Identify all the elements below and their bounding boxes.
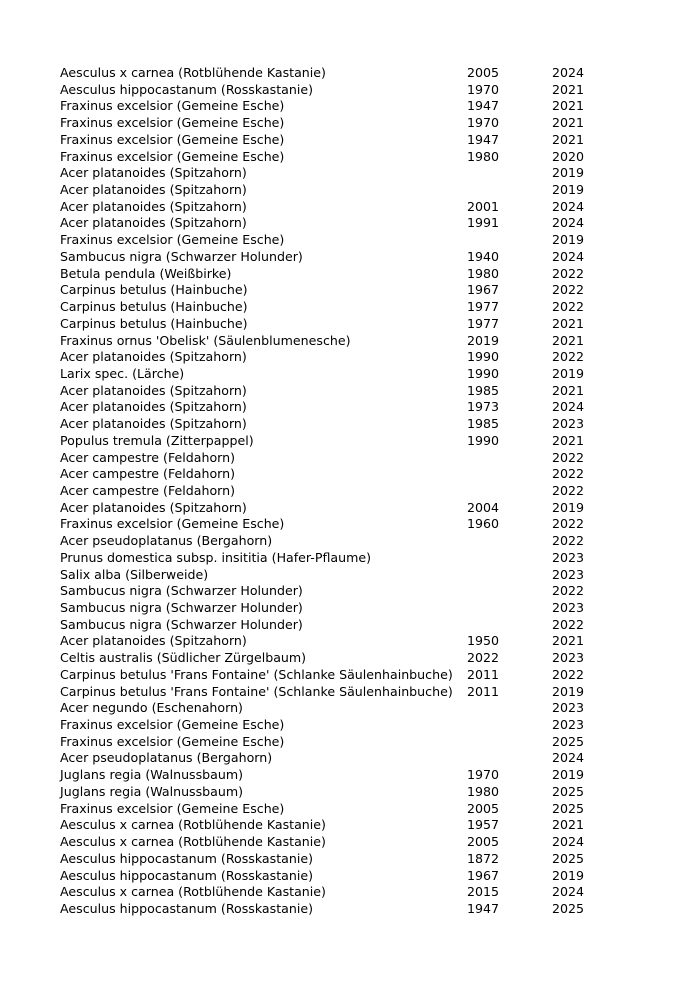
year-cell: 2023 xyxy=(552,717,585,733)
table-row xyxy=(60,349,620,366)
tree-species-cell: Fraxinus excelsior (Gemeine Esche) xyxy=(60,98,285,114)
tree-species-cell: Fraxinus ornus 'Obelisk' (Säulenblumenesche) xyxy=(60,332,351,348)
year-cell: 2025 xyxy=(552,900,585,916)
table-row xyxy=(60,115,620,132)
table-row xyxy=(60,383,620,400)
tree-species-cell: Larix spec. (Lärche) xyxy=(60,365,185,381)
planting-year-cell: 1985 xyxy=(467,416,500,432)
year-cell: 2019 xyxy=(552,499,585,515)
table-row xyxy=(60,650,620,667)
planting-year-cell: 1960 xyxy=(467,516,500,532)
planting-year-cell: 1980 xyxy=(467,148,500,164)
tree-species-cell: Populus tremula (Zitterpappel) xyxy=(60,432,254,448)
year-cell: 2023 xyxy=(552,416,585,432)
planting-year-cell: 1973 xyxy=(467,399,500,415)
year-cell: 2022 xyxy=(552,482,585,498)
table-row xyxy=(60,667,620,684)
year-cell: 2022 xyxy=(552,533,585,549)
year-cell: 2024 xyxy=(552,65,585,80)
table-row xyxy=(60,416,620,433)
tree-species-cell: Aesculus x carnea (Rotblühende Kastanie) xyxy=(60,834,326,850)
planting-year-cell: 1947 xyxy=(467,900,500,916)
year-cell: 2021 xyxy=(552,382,585,398)
year-cell: 2022 xyxy=(552,616,585,632)
table-row xyxy=(60,550,620,567)
planting-year-cell: 1970 xyxy=(467,81,500,97)
year-cell: 2022 xyxy=(552,282,585,298)
year-cell: 2019 xyxy=(552,182,585,198)
year-cell: 2021 xyxy=(552,81,585,97)
year-cell: 2024 xyxy=(552,750,585,766)
planting-year-cell: 2005 xyxy=(467,800,500,816)
table-row xyxy=(60,232,620,249)
year-cell: 2022 xyxy=(552,666,585,682)
year-cell: 2025 xyxy=(552,733,585,749)
table-row xyxy=(60,199,620,216)
year-cell: 2022 xyxy=(552,349,585,365)
year-cell: 2019 xyxy=(552,683,585,699)
tree-species-cell: Acer platanoides (Spitzahorn) xyxy=(60,182,247,198)
year-cell: 2021 xyxy=(552,432,585,448)
table-row xyxy=(60,617,620,634)
table-row xyxy=(60,734,620,751)
year-cell: 2019 xyxy=(552,232,585,248)
planting-year-cell: 1991 xyxy=(467,215,500,231)
planting-year-cell: 2019 xyxy=(467,332,500,348)
tree-species-cell: Acer platanoides (Spitzahorn) xyxy=(60,499,247,515)
tree-species-cell: Sambucus nigra (Schwarzer Holunder) xyxy=(60,248,303,264)
tree-species-cell: Aesculus hippocastanum (Rosskastanie) xyxy=(60,867,313,883)
tree-species-cell: Aesculus x carnea (Rotblühende Kastanie) xyxy=(60,65,326,80)
table-row xyxy=(60,165,620,182)
tree-species-cell: Aesculus hippocastanum (Rosskastanie) xyxy=(60,900,313,916)
tree-species-cell: Celtis australis (Südlicher Zürgelbaum) xyxy=(60,650,307,666)
year-cell: 2022 xyxy=(552,299,585,315)
year-cell: 2022 xyxy=(552,265,585,281)
table-row xyxy=(60,98,620,115)
table-row xyxy=(60,500,620,517)
tree-species-cell: Fraxinus excelsior (Gemeine Esche) xyxy=(60,148,285,164)
tree-species-cell: Acer platanoides (Spitzahorn) xyxy=(60,382,247,398)
year-cell: 2024 xyxy=(552,399,585,415)
year-cell: 2024 xyxy=(552,884,585,900)
table-row xyxy=(60,366,620,383)
table-row xyxy=(60,316,620,333)
year-cell: 2025 xyxy=(552,800,585,816)
tree-species-cell: Aesculus hippocastanum (Rosskastanie) xyxy=(60,850,313,866)
tree-species-cell: Acer pseudoplatanus (Bergahorn) xyxy=(60,533,273,549)
tree-species-cell: Acer negundo (Eschenahorn) xyxy=(60,700,243,716)
planting-year-cell: 1947 xyxy=(467,131,500,147)
tree-species-cell: Acer campestre (Feldahorn) xyxy=(60,466,236,482)
year-cell: 2021 xyxy=(552,817,585,833)
tree-species-cell: Aesculus hippocastanum (Rosskastanie) xyxy=(60,81,313,97)
table-row xyxy=(60,132,620,149)
table-row xyxy=(60,516,620,533)
year-cell: 2023 xyxy=(552,566,585,582)
table-row xyxy=(60,266,620,283)
planting-year-cell: 1970 xyxy=(467,767,500,783)
tree-species-cell: Sambucus nigra (Schwarzer Holunder) xyxy=(60,583,303,599)
tree-species-cell: Acer pseudoplatanus (Bergahorn) xyxy=(60,750,273,766)
year-cell: 2022 xyxy=(552,583,585,599)
planting-year-cell: 1947 xyxy=(467,98,500,114)
tree-species-cell: Carpinus betulus (Hainbuche) xyxy=(60,315,248,331)
table-row xyxy=(60,851,620,868)
year-cell: 2023 xyxy=(552,700,585,716)
planting-year-cell: 2011 xyxy=(467,683,500,699)
table-row xyxy=(60,249,620,266)
table-row xyxy=(60,215,620,232)
table-row xyxy=(60,901,620,918)
table-row xyxy=(60,767,620,784)
planting-year-cell: 1980 xyxy=(467,265,500,281)
tree-species-cell: Carpinus betulus (Hainbuche) xyxy=(60,282,248,298)
tree-species-cell: Betula pendula (Weißbirke) xyxy=(60,265,232,281)
year-cell: 2024 xyxy=(552,198,585,214)
tree-species-cell: Acer platanoides (Spitzahorn) xyxy=(60,349,247,365)
table-row xyxy=(60,149,620,166)
planting-year-cell: 2015 xyxy=(467,884,500,900)
tree-species-cell: Sambucus nigra (Schwarzer Holunder) xyxy=(60,616,303,632)
year-cell: 2019 xyxy=(552,767,585,783)
year-cell: 2021 xyxy=(552,332,585,348)
year-cell: 2019 xyxy=(552,165,585,181)
tree-species-cell: Fraxinus excelsior (Gemeine Esche) xyxy=(60,232,285,248)
tree-species-cell: Carpinus betulus 'Frans Fontaine' (Schlanke Säulenhainbuche) xyxy=(60,683,453,699)
planting-year-cell: 1940 xyxy=(467,248,500,264)
table-row xyxy=(60,834,620,851)
year-cell: 2021 xyxy=(552,315,585,331)
table-row xyxy=(60,567,620,584)
year-cell: 2024 xyxy=(552,248,585,264)
tree-species-cell: Carpinus betulus 'Frans Fontaine' (Schlanke Säulenhainbuche) xyxy=(60,666,453,682)
year-cell: 2024 xyxy=(552,834,585,850)
table-row xyxy=(60,483,620,500)
table-row xyxy=(60,717,620,734)
tree-species-cell: Acer platanoides (Spitzahorn) xyxy=(60,165,247,181)
planting-year-cell: 1970 xyxy=(467,115,500,131)
planting-year-cell: 1990 xyxy=(467,349,500,365)
planting-year-cell: 2005 xyxy=(467,834,500,850)
year-cell: 2023 xyxy=(552,600,585,615)
planting-year-cell: 2001 xyxy=(467,198,500,214)
year-cell: 2021 xyxy=(552,98,585,114)
year-cell: 2025 xyxy=(552,783,585,799)
table-row xyxy=(60,182,620,199)
tree-species-cell: Carpinus betulus (Hainbuche) xyxy=(60,299,248,315)
table-row xyxy=(60,466,620,483)
tree-species-cell: Acer platanoides (Spitzahorn) xyxy=(60,633,247,649)
planting-year-cell: 1872 xyxy=(467,850,500,866)
tree-species-cell: Fraxinus excelsior (Gemeine Esche) xyxy=(60,800,285,816)
tree-species-cell: Acer platanoides (Spitzahorn) xyxy=(60,215,247,231)
tree-species-cell: Sambucus nigra (Schwarzer Holunder) xyxy=(60,600,303,615)
year-cell: 2019 xyxy=(552,867,585,883)
table-row xyxy=(60,784,620,801)
planting-year-cell: 1977 xyxy=(467,315,500,331)
planting-year-cell: 1977 xyxy=(467,299,500,315)
tree-species-cell: Fraxinus excelsior (Gemeine Esche) xyxy=(60,733,285,749)
table-row xyxy=(60,399,620,416)
planting-year-cell: 2004 xyxy=(467,499,500,515)
tree-species-cell: Fraxinus excelsior (Gemeine Esche) xyxy=(60,115,285,131)
tree-species-cell: Prunus domestica subsp. insititia (Hafer-Pflaume) xyxy=(60,549,372,565)
planting-year-cell: 1967 xyxy=(467,867,500,883)
tree-species-cell: Salix alba (Silberweide) xyxy=(60,566,209,582)
year-cell: 2025 xyxy=(552,850,585,866)
planting-year-cell: 2005 xyxy=(467,65,500,80)
year-cell: 2019 xyxy=(552,365,585,381)
year-cell: 2023 xyxy=(552,549,585,565)
table-row xyxy=(60,282,620,299)
planting-year-cell: 1990 xyxy=(467,432,500,448)
planting-year-cell: 1957 xyxy=(467,817,500,833)
tree-species-cell: Aesculus x carnea (Rotblühende Kastanie) xyxy=(60,817,326,833)
year-cell: 2023 xyxy=(552,650,585,666)
table-row xyxy=(60,82,620,99)
table-row xyxy=(60,65,620,82)
table-row xyxy=(60,684,620,701)
tree-species-cell: Acer platanoides (Spitzahorn) xyxy=(60,399,247,415)
tree-species-cell: Juglans regia (Walnussbaum) xyxy=(60,783,244,799)
year-cell: 2021 xyxy=(552,633,585,649)
table-row xyxy=(60,600,620,617)
table-row xyxy=(60,333,620,350)
year-cell: 2022 xyxy=(552,449,585,465)
year-cell: 2020 xyxy=(552,148,585,164)
tree-species-cell: Acer platanoides (Spitzahorn) xyxy=(60,198,247,214)
table-row xyxy=(60,450,620,467)
tree-list-table xyxy=(60,65,620,918)
table-row xyxy=(60,299,620,316)
year-cell: 2021 xyxy=(552,115,585,131)
table-row xyxy=(60,817,620,834)
tree-species-cell: Acer campestre (Feldahorn) xyxy=(60,449,236,465)
table-row xyxy=(60,700,620,717)
year-cell: 2022 xyxy=(552,466,585,482)
tree-species-cell: Fraxinus excelsior (Gemeine Esche) xyxy=(60,131,285,147)
table-row xyxy=(60,868,620,885)
table-row xyxy=(60,750,620,767)
planting-year-cell: 1950 xyxy=(467,633,500,649)
planting-year-cell: 1967 xyxy=(467,282,500,298)
table-row xyxy=(60,583,620,600)
year-cell: 2024 xyxy=(552,215,585,231)
tree-species-cell: Fraxinus excelsior (Gemeine Esche) xyxy=(60,516,285,532)
year-cell: 2021 xyxy=(552,131,585,147)
tree-species-cell: Aesculus x carnea (Rotblühende Kastanie) xyxy=(60,884,326,900)
year-cell: 2022 xyxy=(552,516,585,532)
planting-year-cell: 2011 xyxy=(467,666,500,682)
tree-species-cell: Acer campestre (Feldahorn) xyxy=(60,482,236,498)
planting-year-cell: 1980 xyxy=(467,783,500,799)
planting-year-cell: 1990 xyxy=(467,365,500,381)
tree-species-cell: Juglans regia (Walnussbaum) xyxy=(60,767,244,783)
planting-year-cell: 1985 xyxy=(467,382,500,398)
planting-year-cell: 2022 xyxy=(467,650,500,666)
table-row xyxy=(60,633,620,650)
table-row xyxy=(60,884,620,901)
tree-species-cell: Fraxinus excelsior (Gemeine Esche) xyxy=(60,717,285,733)
tree-species-cell: Acer platanoides (Spitzahorn) xyxy=(60,416,247,432)
table-row xyxy=(60,433,620,450)
table-row xyxy=(60,533,620,550)
table-row xyxy=(60,801,620,818)
